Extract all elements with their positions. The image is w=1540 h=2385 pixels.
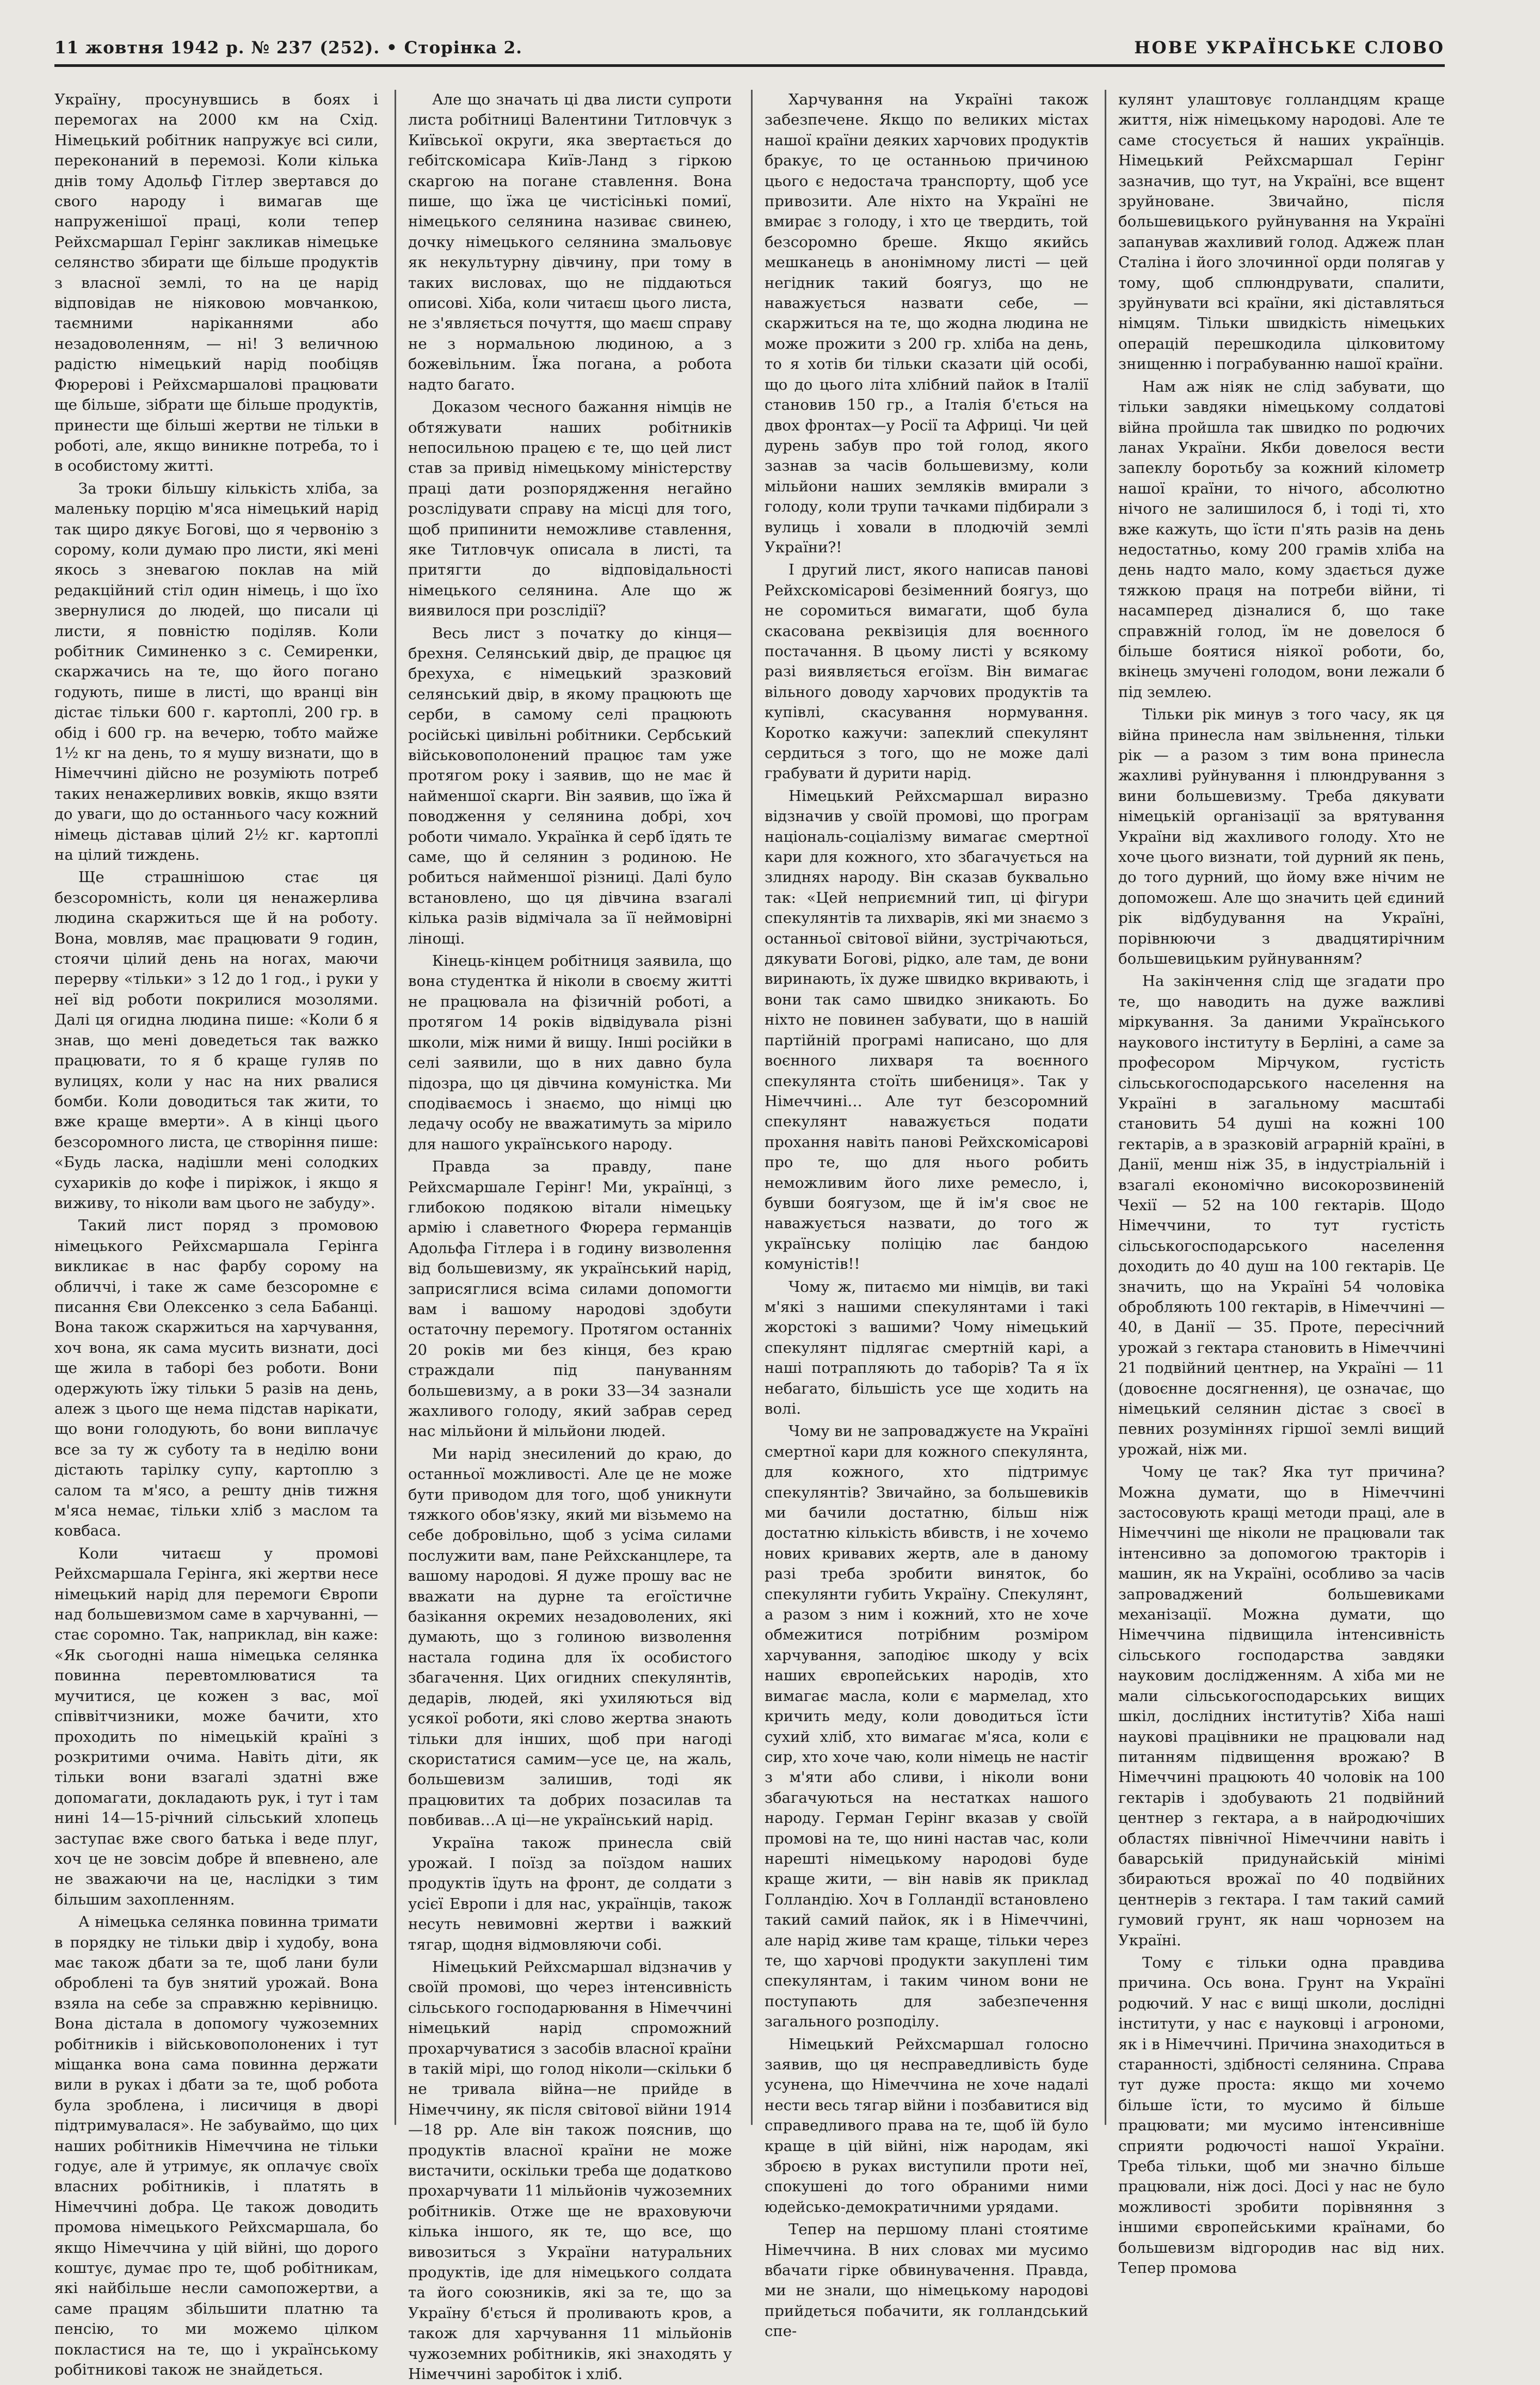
paragraph: Німецький Рейхсмаршал голосно заявив, що ця несправедливість буде усунена, що Німеччина не хоче надалі нести весь тягар війни і позбавитися від справедливого права на те, щоб їй було краще в цій війні, ніж народам, які зброєю в руках виступили проти неї, спокушені до того обраними ними юдейсько-демократичними урядами. <box>765 2035 1088 2216</box>
paragraph: Нам аж ніяк не слід забувати, що тільки завдяки німецькому солдатові війна пройшла так швидко по родючих ланах України. Якби довелося вести запеклу боротьбу за кожний кілометр нашої країни, то нічого, абсолютно нічого не залишилося б, і тоді ті, хто вже кажуть, що їсти п'ять разів на день недостатньо, кому 200 грамів хліба на день надто мало, кому здається дуже тяжкою праця на потреби війни, ті насамперед дізналися б, що таке справжній голод, їм не довелося б більше боятися ніякої роботи, бо, вкінець змучені голодом, вони лежали б під землею. <box>1118 378 1445 701</box>
article-column-4 <box>1118 90 1445 2277</box>
paragraph: На закінчення слід ще згадати про те, що наводить на дуже важливі міркування. За даними Українського наукового інституту в Берліні, а саме за професором Мірчуком, густість сільськогосподарського населення на Україні в загальному масштабі становить 54 душі на кожні 100 гектарів, а в зразковій аграрній країні, в Данії, менш ніж 35, в індустріальній і взагалі економічно високорозвиненій Чехії — 52 на 100 гектарів. Щодо Німеччини, то тут густість сільськогосподарського населення доходить до 40 душ на 100 гектарів. Це значить, що на Україні 54 чоловіка обробляють 100 гектарів, в Німеччині — 40, в Данії — 35. Проте, пересічний урожай з гектара становить в Німеччині 21 подвійний центнер, на Україні — 11 (довоєнне досягнення), це означає, що німецький селянин дістає з своєї в певних розуміннях гіршої землі вищий урожай, ніж ми. <box>1118 972 1445 1458</box>
paragraph: Тільки рік минув з того часу, як ця війна принесла нам звільнення, тільки рік — а разом з тим вона принесла жахливі руйнування і плюндрування з вини большевизму. Треба дякувати німецькій організації за врятування України від жахливого голоду. Хто не хоче цього визнати, той дурний як пень, до того дурний, що йому вже нічим не допоможеш. Але що значить цей єдиний рік відбудування на Україні, порівнюючи з двадцятирічним большевицьким руйнуванням? <box>1118 706 1445 968</box>
issue-info: 11 жовтня 1942 р. № 237 (252). • Сторінка 2. <box>54 38 522 58</box>
paragraph: кулянт улаштовує голландцям краще життя, ніж німецькому народові. Але те саме стосується й наших українців. Німецький Рейхсмаршал Герінг зазначив, що тут, на Україні, все вщент зруйноване. Звичайно, після большевицького руйнування на Україні запанував жахливий голод. Аджеж план Сталіна і його злочинної орди полягав у тому, щоб сплюндрувати, спалити, зруйнувати всі країни, які діставляться німцям. Тільки швидкість німецьких операцій перешкодила цілковитому знищенню і пограбуванню нашої країни. <box>1118 91 1445 373</box>
newspaper-title: НОВЕ УКРАЇНСЬКЕ СЛОВО <box>1134 38 1445 58</box>
paragraph: Весь лист з початку до кінця—брехня. Селянський двір, де працює ця брехуха, є німецький зразковий селянський двір, в якому працюють ще серби, в самому селі працюють російські цивільні робітники. Сербський військовополонений працює там уже протягом року і заявив, що не має й найменшої скарги. Він заявив, що їжа й поводження у селянина добрі, хоч роботи чимало. Українка й серб їдять те саме, що й селянин з родиною. Не робиться найменшої різниці. Далі було встановлено, що ця дівчина взагалі кілька разів відмічала за її неймовірні лінощі. <box>408 624 732 947</box>
paragraph: І другий лист, якого написав панові Рейхскомісарові безіменний боягуз, що не соромиться вимагати, щоб була скасована реквізиція для воєнного постачання. В цьому листі у всякому разі виявляється егоїзм. Він вимагає вільного доводу харчових продуктів та купівлі, скасування нормування. Коротко кажучи: запеклий спекулянт сердиться з того, що не може далі грабувати й дурити нарід. <box>765 561 1088 782</box>
header-rule <box>54 64 1445 67</box>
paragraph: Німецький Рейхсмаршал виразно відзначив у своїй промові, що програм національ-соціалізму вимагає смертної кари для кожного, хто збагачується на злиднях народу. Він сказав буквально так: «Цей неприємний тип, ці фігури спекулянтів та лихварів, які ми знаємо з останньої світової війни, зустрічаються, дякувати Богові, рідко, але там, де вони виринають, їх дуже швидко вкривають, і вони так само швидко зникають. Бо ніхто не повинен забувати, що в нашій партійній програмі написано, що для воєнного лихваря та воєнного спекулянта стоїть шибениця». Так у Німеччині… Але тут безсоромний спекулянт наважується подати прохання навіть панові Рейхскомісарові про те, що для нього робить неможливим його лихе ремесло, і, бувши боягузом, ще й ім'я своє не наважується назвати, до того ж українську поліцію лає бандою комуністів!! <box>765 787 1088 1273</box>
column-divider <box>1105 90 1106 2125</box>
article-column-3 <box>765 90 1088 2340</box>
paragraph: Тепер на першому плані стоятиме Німеччина. В них словах ми мусимо вбачати гірке обвинувачення. Правда, ми не знали, що німецькому народові прийдеться побачити, як голландський спе- <box>765 2221 1088 2340</box>
paragraph: Такий лист поряд з промовою німецького Рейхсмаршала Герінга викликає в нас фарбу сорому на обличчі, і таке ж саме безсоромне є писання Єви Олексенко з села Бабанці. Вона також скаржиться на харчування, хоч вона, як сама мусить визнати, досі ще жила в таборі без роботи. Вони одержують їжу тільки 5 разів на день, алеж з цього ще нема підстав нарікати, що вони голодують, бо вони виплачує все за ту ж суботу та в неділю вони дістають тарілку супу, картоплю з салом та м'ясо, а решту днів тижня м'яса немає, тільки хліб з маслом та ковбаса. <box>54 1217 378 1540</box>
paragraph: Чому це так? Яка тут причина? Можна думати, що в Німеччині застосовують кращі методи праці, але в Німеччині ще ніколи не працювали так інтенсивно за допомогою тракторів і машин, як на Україні, особливо за часів запроваджений большевиками механізації. Можна думати, що Німеччина підвищила інтенсивність сільського господарства завдяки науковим дослідженням. А хіба ми не мали сільськогосподарських вищих шкіл, дослідних інститутів? Хіба наші наукові працівники не працювали над питанням підвищення врожаю? В Німеччині працюють 40 чоловік на 100 гектарів і здобувають 21 подвійний центнер з гектара, а в найродючіших областях північної Німеччини навіть і баварській придунайській мінімі збираються врожаї по 40 подвійних центнерів з гектара. І там такий самий гумовий грунт, як наш чорнозем на Україні. <box>1118 1463 1445 1949</box>
paragraph: А німецька селянка повинна тримати в порядку не тільки двір і худобу, вона має також дбати за те, щоб лани були оброблені та був знятий урожай. Вона взяла на себе за справжню керівницю. Вона дістала в допомогу чужоземних робітників і військовополонених і тут міщанка вона сама повинна держати вили в руках і дбати за те, щоб робота була зроблена, і лисичиця в дворі підтримувалася». Не забуваймо, що цих наших робітників Німеччина не тільки годує, але й утримує, як оплачує своїх власних робітників, і платять в Німеччині добра. Це також доводить промова німецького Рейхсмаршала, бо якщо Німеччина у цій війні, що дорого коштує, думає про те, щоб робітникам, які найбільше несли самопожертви, а саме працям збільшити платню та пенсію, то ми можемо цілком покластися на те, що і українському робітникові також не знайдеться. <box>54 1913 378 2379</box>
page-header <box>54 34 1445 62</box>
paragraph: Чому ж, питаємо ми німців, ви такі м'які з нашими спекулянтами і такі жорстокі з вашими? Чому німецький спекулянт підлягає смертній карі, а наші потрапляють до таборів? Та я їх небагато, більшість усе ще ходить на волі. <box>765 1278 1088 1418</box>
paragraph: Чому ви не запроваджуєте на Україні смертної кари для кожного спекулянта, для кожного, хто підтримує спекулянтів? Звичайно, за большевиків ми бачили достатню, більш ніж достатню кількість вбивств, і не хочемо нових кривавих жертв, але в даному разі треба зробити виняток, бо спекулянти губить Україну. Спекулянт, а разом з ним і кожний, хто не хоче обмежитися потрібним розміром харчування, заподіює шкоду у всіх наших європейських народів, хто вимагає масла, коли є мармелад, хто кричить меду, коли доводиться їсти сухий хліб, хто вимагає м'яса, коли є сир, хто хоче чаю, коли німець не настіг з м'яти або сливи, і ніколи вони збагачуються на нестатках нашого народу. Герман Герінг вказав у своїй промові на те, що нині настав час, коли нарешті німецькому народові буде краще жити, — він навів як приклад Голландію. Хоч в Голландії встановлено такий самий пайок, як і в Німеччині, але нарід живе там краще, тільки через те, що харчові продукти закуплені тим спекулянтам, і таким чином вони не поступають для забезпечення загального розподілу. <box>765 1422 1088 2031</box>
paragraph: Доказом чесного бажання німців не обтяжувати наших робітників непосильною працею є те, що цей лист став за привід німецькому міністерству праці дати розпорядження негайно розслідувати справу на місці для того, щоб припинити неможливе ставлення, яке Титловчук описала в листі, та притягти до відповідальності німецького селянина. Але що ж виявилося при розслідії? <box>408 398 732 620</box>
paragraph: Ще страшнішою стає ця безсоромність, коли ця ненажерлива людина скаржиться ще й на роботу. Вона, мовляв, має працювати 9 годин, стоячи цілий день на ногах, маючи перерву «тільки» з 12 до 1 год., і руки у неї від роботи покрилися мозолями. Далі ця огидна людина пише: «Коли б я знав, що мені доведеться так важко працювати, то я б краще гуляв по вулицях, коли у нас на них рвалися бомби. Коли доводиться так жити, то вже краще вмерти». А в кінці цього безсоромного листа, це створіння пише: «Будь ласка, надішли мені солодких сухариків до кофе і пиріжок, і якщо я виживу, то ніколи вам цього не забуду». <box>54 868 378 1212</box>
paragraph: Україну, просунувшись в боях і перемогах на 2000 км на Схід. Німецький робітник напружує всі сили, переконаний в перемозі. Коли кілька днів тому Адольф Гітлер звертався до свого народу і вимагав ще напруженішої праці, коли тепер Рейхсмаршал Герінг закликав німецьке селянство збирати ще більше продуктів з власної землі, то на це нарід відповідав не ніяковою мовчанкою, таємними наріканнями або незадоволенням, — ні! З величною радістю німецький нарід пообіцяв Фюрерові і Рейхсмаршалові працювати ще більше, зібрати ще більше продуктів, принести ще більші жертви не тільки в роботі, але, якщо виникне потреба, то і в особистому житті. <box>54 91 378 475</box>
paragraph: Правда за правду, пане Рейхсмаршале Герінг! Ми, українці, з глибокою подякою вітали німецьку армію і славетного Фюрера германців Адольфа Гітлера і в годину визволення від большевизму, як український нарід, заприсяглися всіма силами допомогти вам і вашому народові здобути остаточну перемогу. Протягом останніх 20 років ми без кінця, без краю страждали під пануванням большевизму, а в роки 33—34 зазнали жахливого голоду, який забрав серед нас мільйони й мільйони людей. <box>408 1158 732 1440</box>
paragraph: Харчування на Україні також забезпечене. Якщо по великих містах нашої країни деяких харчових продуктів бракує, то це останньою причиною цього є недостача транспорту, щоб усе привозити. Але ніхто на Україні не вмирає з голоду, і хто це твердить, той безсоромно бреше. Якщо якийсь мешканець в анонімному листі — цей негідник такий боягуз, що не наважується назвати себе, — скаржиться на те, що жодна людина не може прожити з 200 гр. хліба на день, то я хотів би тільки сказати цій особі, що до цього літа хлібний пайок в Італії становив 150 гр., а Італія б'ється на двох фронтах—у Росії та Африці. Чи цей дурень забув про той голод, якого зазнав за часів большевизму, коли мільйони наших земляків вмирали з голоду, коли трупи тачками підбирали з вулиць і ховали в плодючій землі України?! <box>765 91 1088 556</box>
paragraph: Але що значать ці два листи супроти листа робітниці Валентини Титловчук з Київської округи, яка звертається до гебітскомісара Київ-Ланд з гіркою скаргою на погане ставлення. Вона пише, що їжа це чистісінькі помиї, німецького селянина називає свинею, дочку німецького селянина змальовує як некультурну дівчину, при тому в таких висловах, що не піддаються описові. Хіба, коли читаєш цього листа, не з'являється почуття, що маєш справу не з нормальною людиною, а з божевільним. Їжа погана, а робота надто багато. <box>408 91 732 393</box>
paragraph: Німецький Рейхсмаршал відзначив у своїй промові, що через інтенсивність сільського господарювання в Німеччині німецький нарід спроможний прохарчуватися з засобів власної країни в такій мірі, що голод ніколи—скільки б не тривала війна—не прийде в Німеччину, як після світової війни 1914—18 рр. Але він також пояснив, що продуктів власної країни не може вистачити, оскільки треба ще додатково прохарчувати 11 мільйонів чужоземних робітників. Отже ще не враховуючи кілька іншого, як те, що все, що вивозиться з України натуральних продуктів, іде для німецького солдата та його союзників, які за те, що за Україну б'ється й проливають кров, а також для харчування 11 мільйонів чужоземних робітників, які знаходять у Німеччині заробіток і хліб. <box>408 1958 732 2383</box>
column-divider <box>395 90 396 2125</box>
paragraph: Коли читаєш у промові Рейхсмаршала Герінга, які жертви несе німецький нарід для перемоги Європи над большевизмом саме в харчуванні, — стає соромно. Так, наприклад, він каже: «Як сьогодні наша німецька селянка повинна перевтомлюватися та мучитися, це кожен з вас, мої співвітчизники, може бачити, хто проходить по німецькій країні з розкритими очима. Навіть діти, як тільки вони взагалі здатні вже допомагати, докладають рук, і тут і там нині 14—15-річний сільський хлопець заступає вже свого батька і веде плуг, хоч це не зовсім добре й впевнено, але не зважаючи на це, наслідки з тим більшим захопленням. <box>54 1544 378 1908</box>
paragraph: Ми нарід знесилений до краю, до останньої можливості. Але це не може бути приводом для того, щоб уникнути тяжкого обов'язку, який ми візьмемо на себе добровільно, щоб з усіма силами послужити вам, пане Рейхсканцлере, та вашому народові. Я дуже прошу вас не вважати на дурне та егоїстичне базікання окремих незадоволених, які думають, що з голиною визволення настала година для їх особистого збагачення. Цих огидних спекулянтів, дедарів, людей, які ухиляються від усякої роботи, які слово жертва знають тільки для інших, щоб при нагоді скористатися самим—усе це, на жаль, большевизм залишив, тоді як працювитих та добрих позасилав та повбивав…А ці—не український нарід. <box>408 1445 732 1829</box>
paragraph: Україна також принесла свій урожай. І поїзд за поїздом наших продуктів їдуть на фронт, де солдати з усієї Европи і для нас, українців, також несуть невимовні жертви і важкий тягар, щодня відмовляючи собі. <box>408 1834 732 1953</box>
paragraph: За троки більшу кількість хліба, за маленьку порцію м'яса німецький нарід так щиро дякує Богові, що я червонію з сорому, коли думаю про листи, які мені якось з зневагою поклав на мій редакційний стіл один німець, і що їхо звернулися до людей, що писали ці листи, я повністю поділяв. Коли робітник Симиненко з с. Семиренки, скаржачись на те, що його погано годують, пише в листі, що вранці він дістає тільки 600 г. картоплі, 200 гр. в обід і 600 гр. на вечерю, тобто майже 1½ кг на день, то я мушу визнати, що в Німеччині дійсно не розуміють потреб таких ненажерливих вовків, якщо взяти до уваги, що до останнього часу кожний німець діставав цілий 2½ кг. картоплі на цілий тиждень. <box>54 479 378 864</box>
article-column-2 <box>408 90 732 2383</box>
paragraph: Кінець-кінцем робітниця заявила, що вона студентка й ніколи в своєму житті не працювала на фізичній роботі, а протягом 14 років відвідувала різні школи, між ними й вищу. Інші російки в селі заявили, що в них давно була підозра, що ця дівчина комуністка. Ми сподіваємось і знаємо, що німці цю ледачу особу не вважатимуть за мірило для нашого українського народу. <box>408 952 732 1153</box>
article-column-1 <box>54 90 378 2379</box>
paragraph: Тому є тільки одна правдива причина. Ось вона. Грунт на Україні родючий. У нас є вищі школи, дослідні інститути, у нас є науковці і агрономи, як і в Німеччині. Причина знаходиться в старанності, здібності селянина. Справа тут дуже проста: якщо ми хочемо більше їсти, то мусимо й більше працювати; ми мусимо інтенсивніше сприяти родючості нашої України. Треба тільки, щоб ми значно більше працювали, ніж досі. Досі у нас не було можливості зробити порівняння з іншими європейськими країнами, бо большевизм відгородив нас від них. Тепер промова <box>1118 1953 1445 2277</box>
column-divider <box>751 90 753 2125</box>
